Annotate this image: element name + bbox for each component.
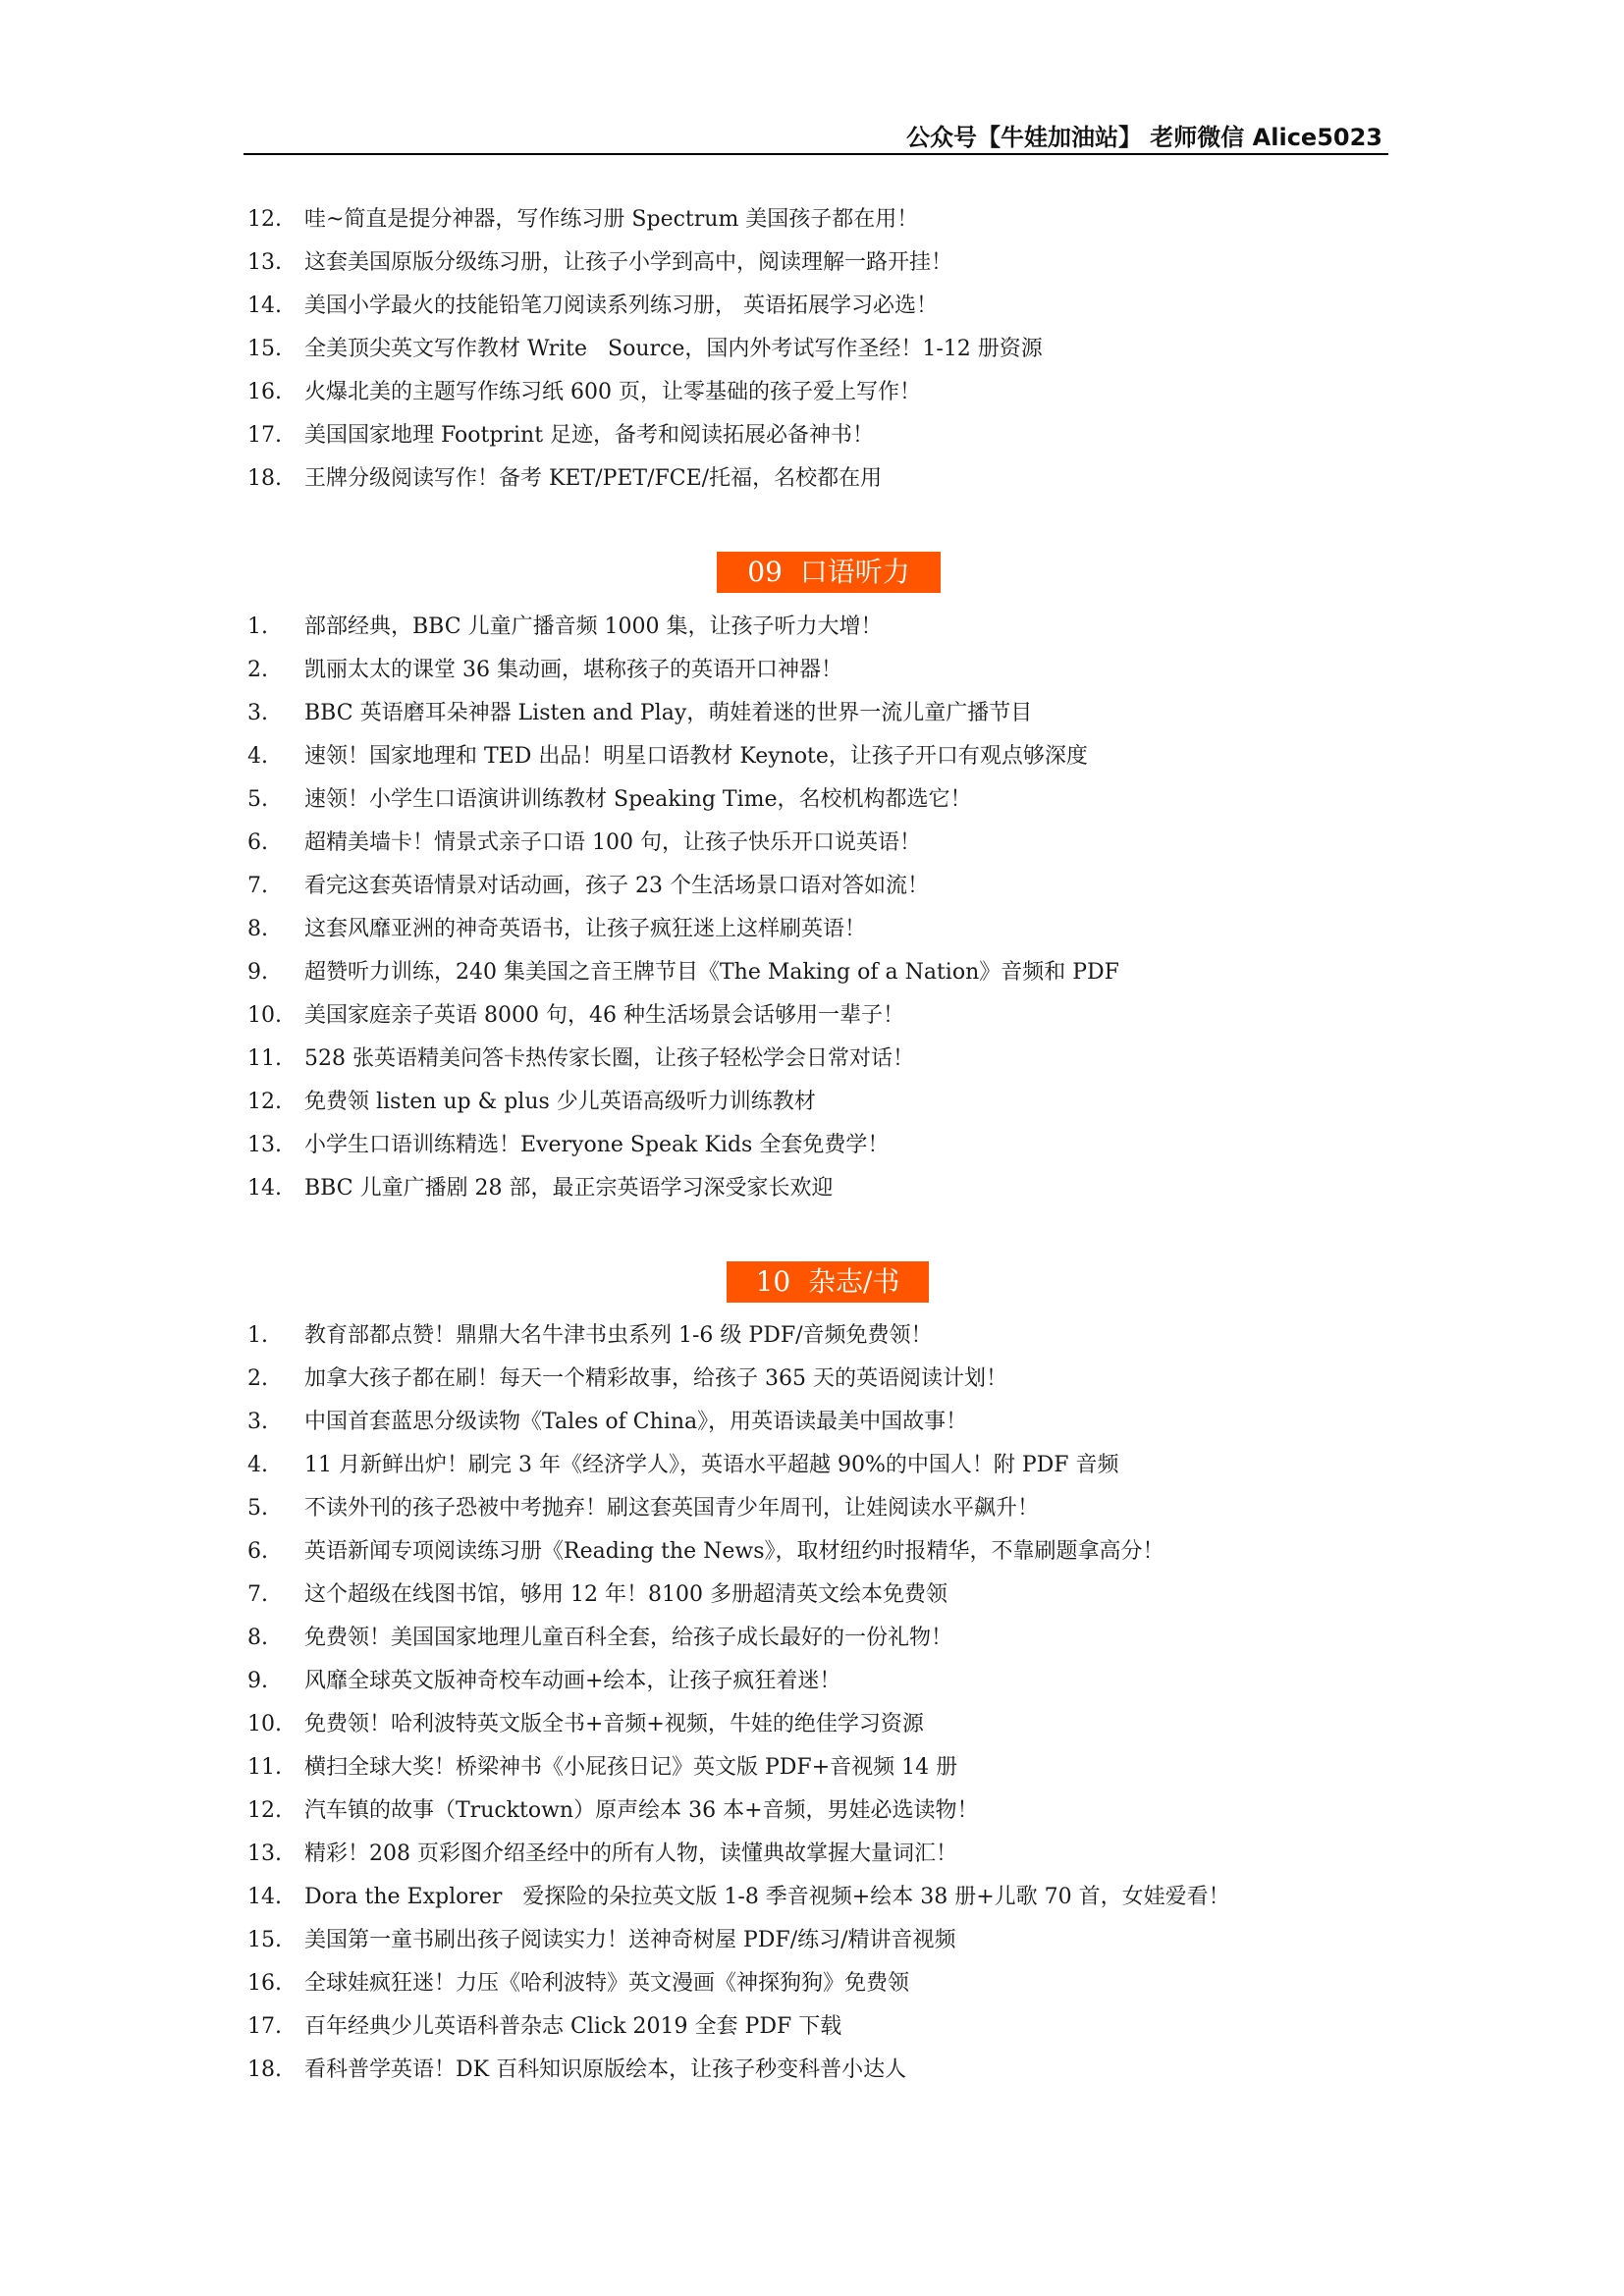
list-item[interactable] [247, 1530, 1230, 1574]
item-number: 18. [247, 466, 282, 491]
speaking-listening-list [247, 606, 1119, 1210]
item-text: 这套风靡亚洲的神奇英语书，让孩子疯狂迷上这样刷英语！ [304, 917, 867, 941]
list-item[interactable] [247, 1487, 1230, 1530]
list-item[interactable] [247, 2005, 1230, 2049]
section-heading-speaking-listening: 09 口语听力 [717, 552, 941, 593]
item-text: 百年经典少儿英语科普杂志 Click 2019 全套 PDF 下载 [304, 2014, 842, 2039]
item-text: 这个超级在线图书馆，够用 12 年！8100 多册超清英文绘本免费领 [304, 1582, 947, 1607]
item-number: 5. [247, 787, 268, 812]
list-item[interactable] [247, 735, 1119, 778]
item-text: 11 月新鲜出炉！刷完 3 年《经济学人》，英语水平超越 90%的中国人！附 PDF 音频 [304, 1453, 1119, 1477]
item-text: 小学生口语训练精选！Everyone Speak Kids 全套免费学！ [304, 1133, 890, 1157]
item-number: 12. [247, 1090, 282, 1114]
list-item[interactable] [247, 1660, 1230, 1703]
list-item[interactable] [247, 1038, 1119, 1081]
item-number: 14. [247, 1885, 282, 1909]
list-item[interactable] [247, 1617, 1230, 1660]
item-number: 12. [247, 1798, 282, 1823]
list-item[interactable] [247, 951, 1119, 994]
item-text: 超精美墙卡！情景式亲子口语 100 句，让孩子快乐开口说英语！ [304, 830, 921, 855]
item-number: 11. [247, 1046, 282, 1071]
item-text: 哇~简直是提分神器，写作练习册 Spectrum 美国孩子都在用！ [304, 207, 919, 232]
list-item[interactable] [247, 606, 1119, 649]
list-item[interactable] [247, 1962, 1230, 2005]
item-text: 速领！小学生口语演讲训练教材 Speaking Time，名校机构都选它！ [304, 787, 972, 812]
item-text: 免费领！哈利波特英文版全书+音频+视频，牛娃的绝佳学习资源 [304, 1712, 924, 1736]
item-number: 4. [247, 1453, 268, 1477]
writing-list [247, 198, 1043, 501]
item-number: 10. [247, 1712, 282, 1736]
item-text: 全美顶尖英文写作教材 Write Source，国内外考试写作圣经！1-12 册资源 [304, 337, 1043, 361]
list-item[interactable] [247, 1314, 1230, 1358]
list-item[interactable] [247, 1789, 1230, 1833]
list-item[interactable] [247, 1081, 1119, 1124]
item-text: 汽车镇的故事（Trucktown）原声绘本 36 本+音频，男娃必选读物！ [304, 1798, 979, 1823]
item-text: 美国小学最火的技能铅笔刀阅读系列练习册， 英语拓展学习必选！ [304, 294, 938, 318]
list-item[interactable] [247, 285, 1043, 328]
list-item[interactable] [247, 1833, 1230, 1876]
item-text: 美国家庭亲子英语 8000 句，46 种生活场景会话够用一辈子！ [304, 1003, 904, 1028]
list-item[interactable] [247, 457, 1043, 501]
item-number: 13. [247, 1842, 282, 1866]
item-number: 12. [247, 207, 282, 232]
item-number: 17. [247, 2014, 282, 2039]
list-item[interactable] [247, 865, 1119, 908]
item-number: 1. [247, 1323, 268, 1348]
item-number: 14. [247, 294, 282, 318]
item-number: 11. [247, 1755, 282, 1780]
item-number: 16. [247, 380, 282, 404]
item-number: 3. [247, 701, 268, 725]
item-text: 速领！国家地理和 TED 出品！明星口语教材 Keynote，让孩子开口有观点够深度 [304, 744, 1088, 769]
item-number: 17. [247, 423, 282, 448]
item-number: 8. [247, 917, 268, 941]
item-text: 免费领 listen up & plus 少儿英语高级听力训练教材 [304, 1090, 816, 1114]
item-text: 精彩！208 页彩图介绍圣经中的所有人物，读懂典故掌握大量词汇！ [304, 1842, 957, 1866]
list-item[interactable] [247, 1124, 1119, 1167]
item-text: 美国第一童书刷出孩子阅读实力！送神奇树屋 PDF/练习/精讲音视频 [304, 1928, 956, 1952]
item-number: 14. [247, 1176, 282, 1201]
item-number: 15. [247, 1928, 282, 1952]
list-item[interactable] [247, 1401, 1230, 1444]
list-item[interactable] [247, 1746, 1230, 1789]
list-item[interactable] [247, 994, 1119, 1038]
list-item[interactable] [247, 822, 1119, 865]
item-text: 部部经典，BBC 儿童广播音频 1000 集，让孩子听力大增！ [304, 614, 883, 639]
magazines-books-list [247, 1314, 1230, 2092]
item-number: 18. [247, 2057, 282, 2082]
list-item[interactable] [247, 328, 1043, 371]
item-number: 2. [247, 1366, 268, 1391]
item-text: 英语新闻专项阅读练习册《Reading the News》，取材纽约时报精华，不靠刷题拿高分！ [304, 1539, 1164, 1564]
item-text: 火爆北美的主题写作练习纸 600 页，让零基础的孩子爱上写作！ [304, 380, 921, 404]
item-text: BBC 英语磨耳朵神器 Listen and Play，萌娃着迷的世界一流儿童广播节目 [304, 701, 1033, 725]
list-item[interactable] [247, 2049, 1230, 2092]
item-text: 教育部都点赞！鼎鼎大名牛津书虫系列 1-6 级 PDF/音频免费领！ [304, 1323, 933, 1348]
list-item[interactable] [247, 241, 1043, 285]
item-number: 10. [247, 1003, 282, 1028]
item-number: 5. [247, 1496, 268, 1521]
list-item[interactable] [247, 908, 1119, 951]
item-text: 风靡全球英文版神奇校车动画+绘本，让孩子疯狂着迷！ [304, 1669, 841, 1693]
item-number: 13. [247, 1133, 282, 1157]
item-text: 美国国家地理 Footprint 足迹，备考和阅读拓展必备神书！ [304, 423, 875, 448]
list-item[interactable] [247, 1703, 1230, 1746]
item-text: 凯丽太太的课堂 36 集动画，堪称孩子的英语开口神器！ [304, 658, 842, 682]
list-item[interactable] [247, 1358, 1230, 1401]
list-item[interactable] [247, 414, 1043, 457]
list-item[interactable] [247, 1167, 1119, 1210]
item-number: 9. [247, 960, 268, 985]
item-number: 9. [247, 1669, 268, 1693]
item-text: 看科普学英语！DK 百科知识原版绘本，让孩子秒变科普小达人 [304, 2057, 907, 2082]
list-item[interactable] [247, 1574, 1230, 1617]
item-number: 1. [247, 614, 268, 639]
item-text: 不读外刊的孩子恐被中考抛弃！刷这套英国青少年周刊，让娃阅读水平飙升！ [304, 1496, 1040, 1521]
item-number: 13. [247, 250, 282, 275]
item-text: 免费领！美国国家地理儿童百科全套，给孩子成长最好的一份礼物！ [304, 1626, 953, 1650]
list-item[interactable] [247, 371, 1043, 414]
item-text: Dora the Explorer 爱探险的朵拉英文版 1-8 季音视频+绘本 38 册+儿歌 70 首，女娃爱看！ [304, 1885, 1230, 1909]
item-number: 6. [247, 830, 268, 855]
list-item[interactable] [247, 649, 1119, 692]
item-number: 6. [247, 1539, 268, 1564]
item-number: 7. [247, 874, 268, 898]
item-text: 看完这套英语情景对话动画，孩子 23 个生活场景口语对答如流！ [304, 874, 929, 898]
item-text: 中国首套蓝思分级读物《Tales of China》，用英语读最美中国故事！ [304, 1410, 968, 1434]
list-item[interactable] [247, 692, 1119, 735]
list-item[interactable] [247, 1444, 1230, 1487]
item-text: 王牌分级阅读写作！备考 KET/PET/FCE/托福，名校都在用 [304, 466, 883, 491]
item-text: 超赞听力训练，240 集美国之音王牌节目《The Making of a Nation》音频和 PDF [304, 960, 1119, 985]
item-text: 横扫全球大奖！桥梁神书《小屁孩日记》英文版 PDF+音视频 14 册 [304, 1755, 958, 1780]
item-text: BBC 儿童广播剧 28 部，最正宗英语学习深受家长欢迎 [304, 1176, 834, 1201]
item-number: 3. [247, 1410, 268, 1434]
item-text: 这套美国原版分级练习册，让孩子小学到高中，阅读理解一路开挂！ [304, 250, 953, 275]
section-heading-magazines-books: 10 杂志/书 [727, 1261, 929, 1303]
item-number: 7. [247, 1582, 268, 1607]
item-text: 全球娃疯狂迷！力压《哈利波特》英文漫画《神探狗狗》免费领 [304, 1971, 910, 1996]
list-item[interactable] [247, 198, 1043, 241]
list-item[interactable] [247, 1876, 1230, 1919]
page-header [244, 116, 1388, 155]
header-contact-text: 公众号【牛娃加油站】 老师微信 Alice5023 [905, 124, 1382, 151]
list-item[interactable] [247, 1919, 1230, 1962]
item-number: 8. [247, 1626, 268, 1650]
item-text: 528 张英语精美问答卡热传家长圈，让孩子轻松学会日常对话！ [304, 1046, 914, 1071]
item-number: 4. [247, 744, 268, 769]
item-number: 15. [247, 337, 282, 361]
item-text: 加拿大孩子都在刷！每天一个精彩故事，给孩子 365 天的英语阅读计划！ [304, 1366, 1007, 1391]
item-number: 2. [247, 658, 268, 682]
item-number: 16. [247, 1971, 282, 1996]
list-item[interactable] [247, 778, 1119, 822]
